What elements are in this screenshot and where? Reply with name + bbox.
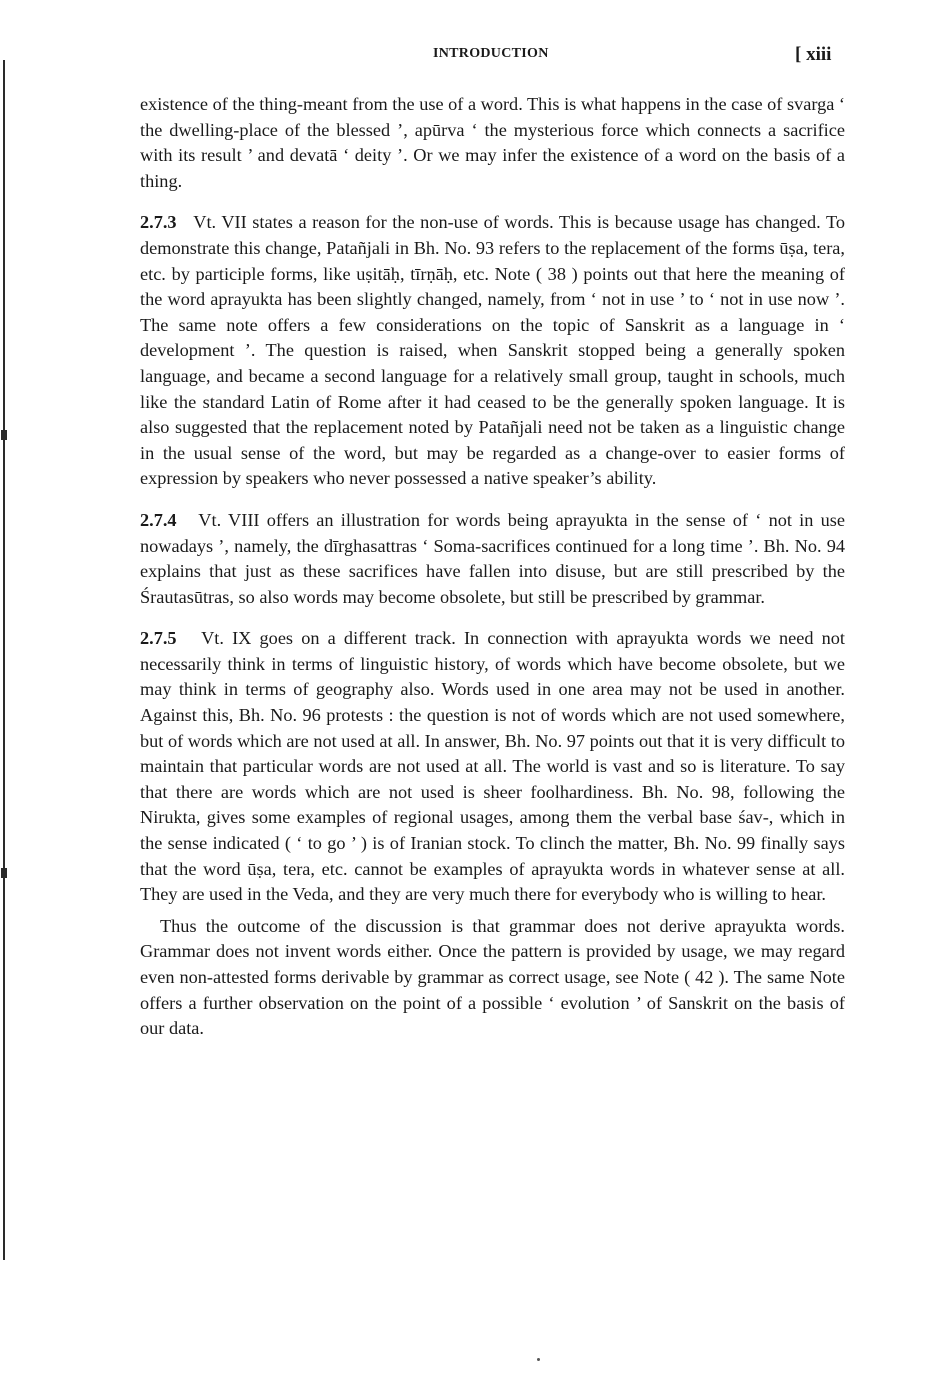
body-text (140, 92, 845, 1042)
binding-mark (1, 868, 7, 878)
paragraph-text: Vt. IX goes on a different track. In connection with aprayukta words we need not necessarily think in terms of linguistic history, of words which have become obsolete, but we may think in terms of geography also. Words used in one area may not be used in another. Against this, Bh. No. 96 protests : the question is not of words which are not used somewhere, but of words which are not used at all. In answer, Bh. No. 97 points out that it is very difficult to maintain that particular words are not used at all. The world is vast and so is literature. To say that there are words which are not used is sheer foolhardiness. Bh. No. 98, following the Nirukta, gives some examples of regional usages, among them the verbal base śav-, which in the sense indicated ( ‘ to go ’ ) is of Iranian stock. To clinch the matter, Bh. No. 99 finally says that the word ūṣa, tera, etc. cannot be examples of aprayukta words in whatever sense at all. They are used in the Veda, and they are very much there for everybody who is willing to hear. (140, 628, 845, 905)
section-number: 2.7.5 (140, 628, 177, 649)
section-number: 2.7.3 (140, 212, 177, 233)
paragraph-conclusion (140, 914, 845, 1042)
paragraph-text: Vt. VII states a reason for the non-use of words. This is because usage has changed. To demonstrate this change, Patañjali in Bh. No. 93 refers to the replacement of the forms ūṣa, tera, etc. by participle forms, like uṣitāḥ, tīrṇāḥ, etc. Note ( 38 ) points out that here the meaning of the word aprayukta has been slightly changed, namely, from ‘ not in use ’ to ‘ not in use now ’. The same note offers a few considerations on the topic of Sanskrit as a language in ‘ development ’. The question is raised, when Sanskrit stopped being a generally spoken language, and became a second language for a relatively small group, taught in schools, much like the standard Latin of Rome after it had ceased to be the generally spoken language. It is also suggested that the replacement noted by Patañjali need not be taken as a linguistic change in the usual sense of the word, but may be regarded as a change-over to easier forms of expression by speakers who never possessed a native speaker’s ability. (140, 212, 845, 489)
paragraph-text: existence of the thing-meant from the use of a word. This is what happens in the case of svarga ‘ the dwelling-place of the blessed ’, apūrva ‘ the mysterious force which connects a sacrifice with its result ’ and devatā ‘ deity ’. Or we may infer the existence of a word on the basis of a thing. (140, 94, 845, 191)
page-header (0, 44, 930, 68)
paragraph-text: Vt. VIII offers an illustration for words being aprayukta in the sense of ‘ not in use nowadays ’, namely, the dīrghasattras ‘ Soma-sacrifices continued for a long time ’. Bh. No. 94 explains that just as these sacrifices have fallen into disuse, but are still prescribed by the Śrautasūtras, so also words may become obsolete, but still be prescribed by grammar. (140, 509, 845, 607)
paragraph-continuation (140, 92, 845, 194)
paragraph-2-7-5 (140, 626, 845, 908)
page-number: [ xiii (795, 44, 832, 65)
paragraph-2-7-4 (140, 508, 845, 610)
scan-speck (537, 1358, 540, 1361)
section-number: 2.7.4 (140, 509, 177, 530)
paragraph-text: Thus the outcome of the discussion is that grammar does not derive aprayukta words. Grammar does not invent words either. Once the pattern is provided by usage, we may regard even non-attested forms derivable by grammar as correct usage, see Note ( 42 ). The same Note offers a further observation on the point of a possible ‘ evolution ’ of Sanskrit on the basis of our data. (140, 915, 845, 1039)
running-head: INTRODUCTION (433, 46, 549, 61)
binding-mark (1, 430, 7, 440)
binding-edge (3, 60, 5, 1260)
paragraph-2-7-3 (140, 210, 845, 492)
